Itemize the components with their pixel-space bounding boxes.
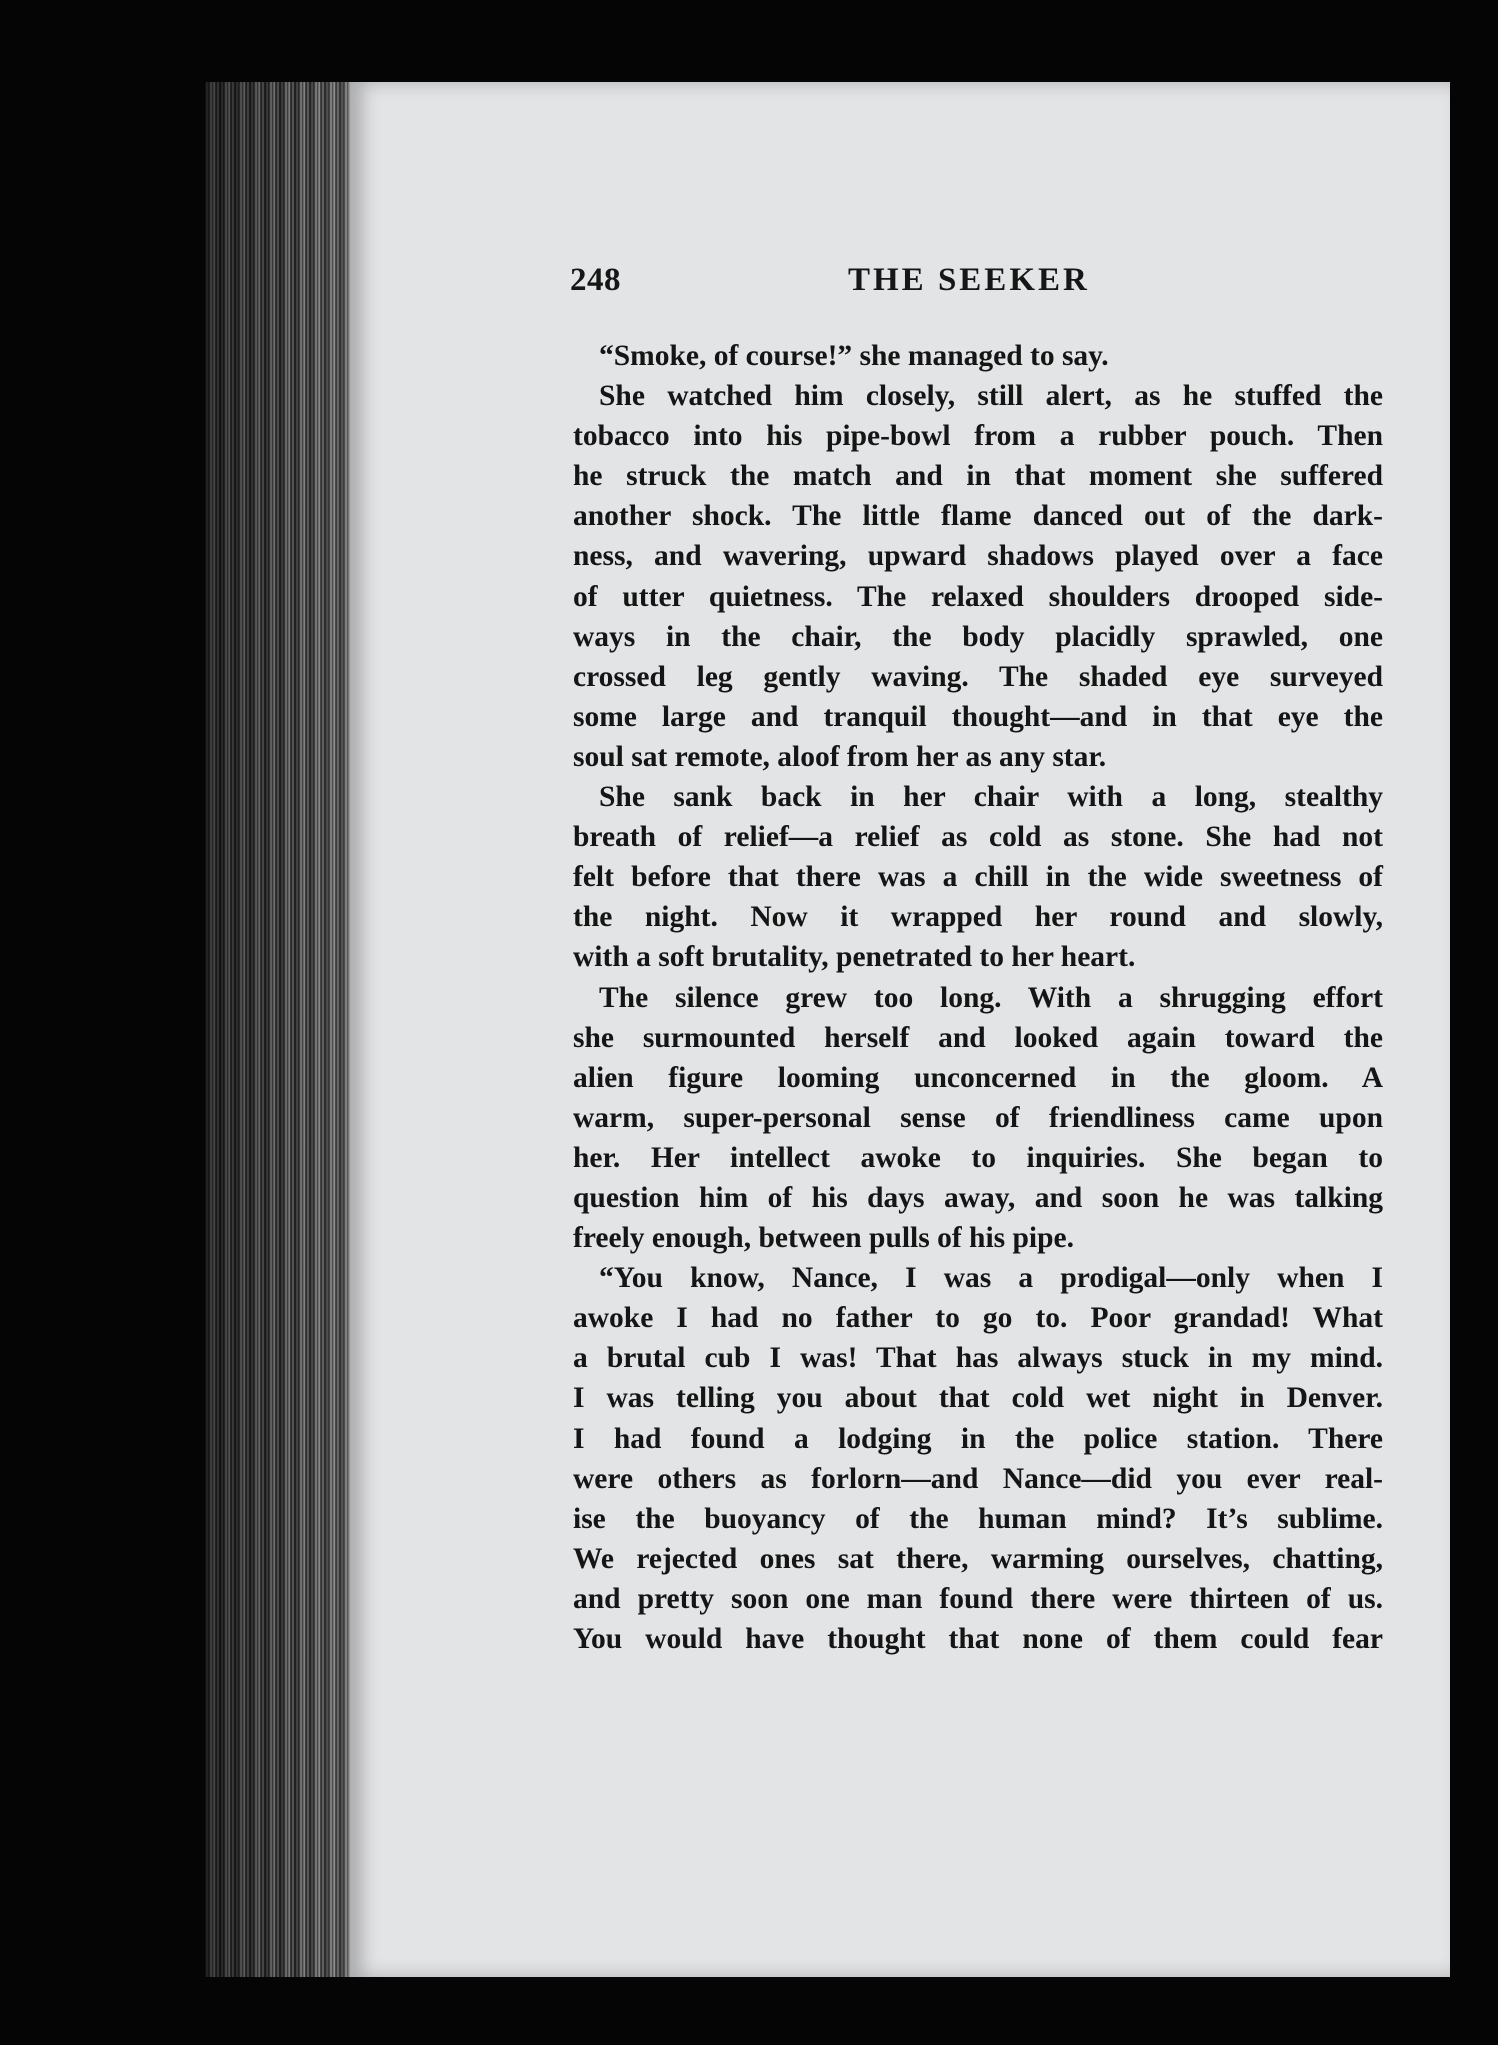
text-line: of utter quietness. The relaxed shoulders drooped side- [573,580,1383,613]
text-line: he struck the match and in that moment she suffered [573,460,1383,493]
page-edges-shadow [205,82,365,1977]
text-line: “You know, Nance, I was a prodigal—only when I [599,1262,1383,1295]
body-text [573,336,1383,1659]
text-line: with a soft brutality, penetrated to her heart. [573,941,1136,974]
text-line: question him of his days away, and soon he was talking [573,1181,1383,1214]
text-line: You would have thought that none of them could fear [573,1623,1383,1655]
text-line: were others as forlorn—and Nance—did you ever real- [573,1462,1383,1495]
text-line: She sank back in her chair with a long, stealthy [599,781,1383,814]
text-line: I had found a lodging in the police station. There [573,1422,1383,1455]
text-line: She watched him closely, still alert, as he stuffed the [599,380,1383,413]
text-line: I was telling you about that cold wet night in Denver. [573,1382,1383,1415]
text-line: a brutal cub I was! That has always stuck in my mind. [573,1342,1383,1375]
text-line: warm, super-personal sense of friendliness came upon [573,1101,1383,1134]
text-line: awoke I had no father to go to. Poor grandad! What [573,1302,1383,1335]
page-header [570,262,1390,312]
text-line: and pretty soon one man found there were thirteen of us. [573,1582,1383,1615]
text-line: soul sat remote, aloof from her as any star. [573,740,1107,773]
text-line: ness, and wavering, upward shadows played over a face [573,540,1383,573]
text-line: “Smoke, of course!” she managed to say. [599,340,1109,372]
text-line: her. Her intellect awoke to inquiries. She began to [573,1141,1383,1174]
text-line: We rejected ones sat there, warming ourselves, chatting, [573,1542,1383,1575]
text-line: ise the buoyancy of the human mind? It’s sublime. [573,1502,1383,1535]
text-line: crossed leg gently waving. The shaded eye surveyed [573,660,1383,693]
text-line: The silence grew too long. With a shrugging effort [599,981,1383,1014]
text-line: alien figure looming unconcerned in the gloom. A [573,1061,1383,1094]
text-line: freely enough, between pulls of his pipe. [573,1222,1074,1255]
page-number: 248 [570,262,621,298]
text-line: tobacco into his pipe-bowl from a rubber pouch. Then [573,420,1383,453]
text-line: another shock. The little flame danced out of the dark- [573,500,1383,533]
running-head: THE SEEKER [848,262,1090,298]
text-line: felt before that there was a chill in the wide sweetness of [573,861,1383,894]
text-line: breath of relief—a relief as cold as stone. She had not [573,821,1383,854]
text-line: ways in the chair, the body placidly sprawled, one [573,620,1383,653]
text-line: she surmounted herself and looked again toward the [573,1021,1383,1054]
text-line: some large and tranquil thought—and in that eye the [573,700,1383,733]
text-line: the night. Now it wrapped her round and slowly, [573,901,1383,934]
